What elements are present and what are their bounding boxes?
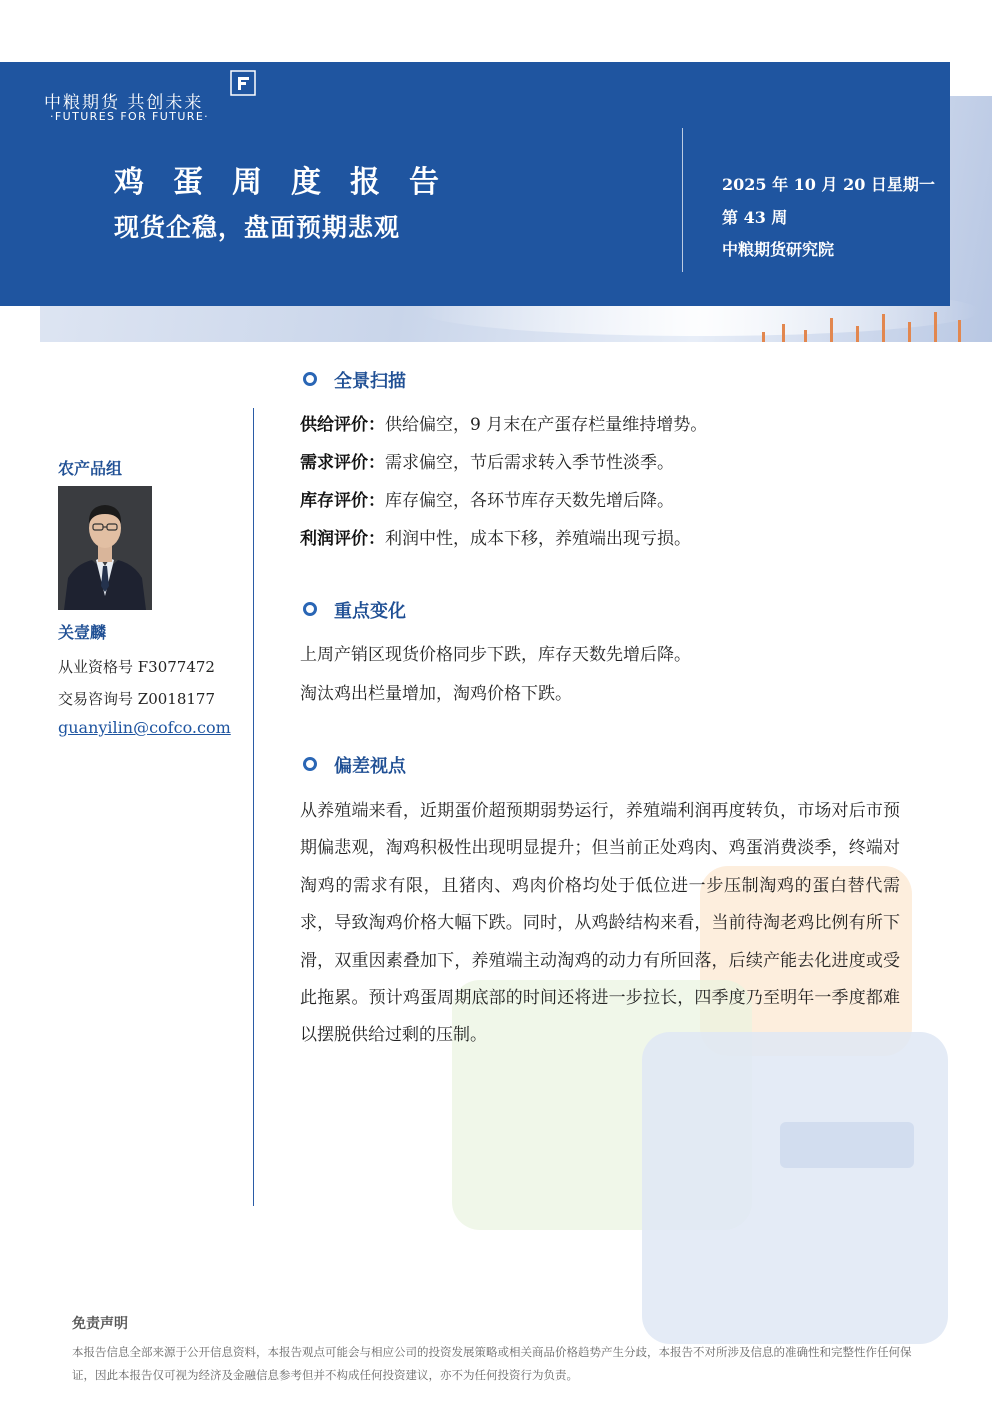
evaluation-text: 需求偏空，节后需求转入季节性淡季。 <box>385 453 674 473</box>
section-overview-title: 全景扫描 <box>334 371 406 392</box>
analyst-email-link[interactable]: guanyilin@cofco.com <box>58 718 231 737</box>
evaluation-text: 利润中性，成本下移，养殖端出现亏损。 <box>385 529 691 549</box>
report-week: 第 43 周 <box>722 208 788 227</box>
evaluation-text: 库存偏空，各环节库存天数先增后降。 <box>385 491 674 511</box>
analyst-photo <box>58 486 152 610</box>
evaluation-row <box>300 524 691 549</box>
decor-blue-block <box>642 1032 948 1344</box>
banner-candlestick-decor <box>752 306 972 342</box>
view-paragraph: 从养殖端来看，近期蛋价超预期弱势运行，养殖端利润再度转负，市场对后市预期偏悲观，淘鸡积极性出现明显提升；但当前正处鸡肉、鸡蛋消费淡季，终端对淘鸡的需求有限，且猪肉、鸡肉价格均处于低位进一步压制淘鸡的蛋白替代需求，导致淘鸡价格大幅下跌。同时，从鸡龄结构来看，当前待淘老鸡比例有所下滑，双重因素叠加下，养殖端主动淘鸡的动力有所回落，后续产能去化进度或受此拖累。预计鸡蛋周期底部的时间还将进一步拉长，四季度乃至明年一季度都难以摆脱供给过剩的压制。 <box>300 801 900 1046</box>
report-subtitle: 现货企稳，盘面预期悲观 <box>114 213 401 242</box>
evaluation-row <box>300 486 674 511</box>
evaluation-row <box>300 410 707 435</box>
bullet-circle-icon <box>303 757 317 771</box>
evaluation-label: 需求评价： <box>300 453 385 473</box>
bullet-circle-icon <box>303 602 317 616</box>
section-changes-title: 重点变化 <box>334 601 406 622</box>
evaluation-row <box>300 448 674 473</box>
decor-blue-inner-block <box>780 1122 914 1168</box>
report-title: 鸡蛋周度报告 <box>114 165 468 200</box>
evaluation-text: 供给偏空，9 月末在产蛋存栏量维持增势。 <box>385 415 708 435</box>
section-view-title: 偏差视点 <box>334 756 406 777</box>
company-logo-icon <box>230 70 256 96</box>
evaluation-label: 供给评价： <box>300 415 385 435</box>
bullet-circle-icon <box>303 372 317 386</box>
research-institute: 中粮期货研究院 <box>722 240 835 259</box>
analyst-name: 关壹麟 <box>58 623 107 642</box>
report-date: 2025 年 10 月 20 日星期一 <box>722 175 935 194</box>
disclaimer-title: 免责声明 <box>72 1316 128 1332</box>
evaluation-label: 库存评价： <box>300 491 385 511</box>
analyst-photo-icon <box>58 486 152 610</box>
column-divider <box>253 408 254 1206</box>
disclaimer-text: 本报告信息全部来源于公开信息资料，本报告观点可能会与相应公司的投资发展策略或相关商品价格趋势产生分歧，本报告不对所涉及信息的准确性和完整性作任何保证，因此本报告仅可视为经济及金融信息参考但并不构成任何投资建议，亦不为任何投资行为负责。 <box>72 1345 912 1382</box>
company-slogan: ·FUTURES FOR FUTURE· <box>50 110 210 123</box>
banner-divider <box>682 128 683 272</box>
team-group-label: 农产品组 <box>58 459 123 478</box>
qualification-number: 从业资格号 F3077472 <box>58 658 215 676</box>
consult-number: 交易咨询号 Z0018177 <box>58 690 215 708</box>
change-line: 上周产销区现货价格同步下跌，库存天数先增后降。 <box>300 645 691 665</box>
company-logo-text: 中粮期货 共创未来 <box>44 93 204 113</box>
evaluation-label: 利润评价： <box>300 529 385 549</box>
change-line: 淘汰鸡出栏量增加，淘鸡价格下跌。 <box>300 684 572 704</box>
